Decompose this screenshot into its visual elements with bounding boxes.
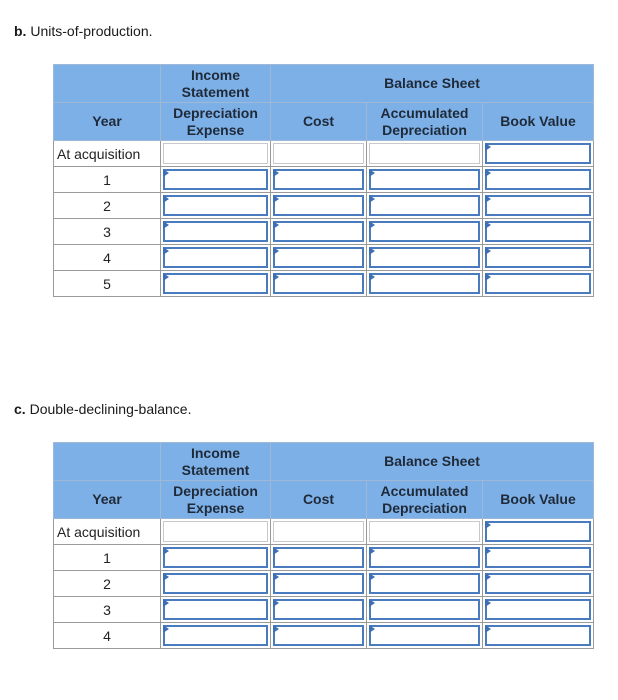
units-of-production-table xyxy=(53,64,594,297)
table-row xyxy=(54,167,594,193)
dropdown-arrow-icon xyxy=(163,599,169,607)
table-row xyxy=(54,141,594,167)
accumulated-depreciation-input[interactable] xyxy=(367,219,483,245)
dropdown-arrow-icon xyxy=(369,625,375,633)
section-c-title xyxy=(14,401,191,417)
accumulated-depreciation-input[interactable] xyxy=(367,545,483,571)
header-year: Year xyxy=(54,481,161,519)
year-cell: 4 xyxy=(54,245,161,271)
dropdown-arrow-icon xyxy=(273,547,279,555)
dropdown-arrow-icon xyxy=(163,573,169,581)
dropdown-arrow-icon xyxy=(485,625,491,633)
header-accumulated-depreciation: Accumulated Depreciation xyxy=(367,481,483,519)
depreciation-expense-input[interactable] xyxy=(161,271,271,297)
cost-input[interactable] xyxy=(271,519,367,545)
header-accumulated-depreciation: Accumulated Depreciation xyxy=(367,103,483,141)
year-cell: 3 xyxy=(54,597,161,623)
accumulated-depreciation-input[interactable] xyxy=(367,245,483,271)
dropdown-arrow-icon xyxy=(273,221,279,229)
dropdown-arrow-icon xyxy=(485,169,491,177)
year-cell: At acquisition xyxy=(54,141,161,167)
dropdown-arrow-icon xyxy=(485,599,491,607)
depreciation-expense-input[interactable] xyxy=(161,167,271,193)
book-value-input[interactable] xyxy=(483,597,594,623)
cost-input[interactable] xyxy=(271,571,367,597)
book-value-input[interactable] xyxy=(483,167,594,193)
dropdown-arrow-icon xyxy=(163,169,169,177)
depreciation-expense-input[interactable] xyxy=(161,193,271,219)
dropdown-arrow-icon xyxy=(485,143,491,151)
cost-input[interactable] xyxy=(271,167,367,193)
header-depreciation-expense: Depreciation Expense xyxy=(161,103,271,141)
header-book-value: Book Value xyxy=(483,103,594,141)
accumulated-depreciation-input[interactable] xyxy=(367,193,483,219)
dropdown-arrow-icon xyxy=(273,573,279,581)
dropdown-arrow-icon xyxy=(273,273,279,281)
year-cell: 1 xyxy=(54,167,161,193)
table-row xyxy=(54,193,594,219)
year-cell: 5 xyxy=(54,271,161,297)
depreciation-expense-input[interactable] xyxy=(161,245,271,271)
header-balance-sheet: Balance Sheet xyxy=(271,65,594,103)
double-declining-balance-table xyxy=(53,442,594,649)
dropdown-arrow-icon xyxy=(369,273,375,281)
book-value-input[interactable] xyxy=(483,571,594,597)
dropdown-arrow-icon xyxy=(485,547,491,555)
cost-input[interactable] xyxy=(271,141,367,167)
dropdown-arrow-icon xyxy=(369,247,375,255)
accumulated-depreciation-input[interactable] xyxy=(367,519,483,545)
book-value-input[interactable] xyxy=(483,193,594,219)
dropdown-arrow-icon xyxy=(273,247,279,255)
dropdown-arrow-icon xyxy=(485,573,491,581)
dropdown-arrow-icon xyxy=(369,573,375,581)
year-cell: 2 xyxy=(54,193,161,219)
accumulated-depreciation-input[interactable] xyxy=(367,141,483,167)
header-book-value: Book Value xyxy=(483,481,594,519)
dropdown-arrow-icon xyxy=(369,195,375,203)
cost-input[interactable] xyxy=(271,271,367,297)
accumulated-depreciation-input[interactable] xyxy=(367,571,483,597)
year-cell: 2 xyxy=(54,571,161,597)
table-row xyxy=(54,545,594,571)
depreciation-expense-input[interactable] xyxy=(161,519,271,545)
table-row xyxy=(54,271,594,297)
dropdown-arrow-icon xyxy=(369,547,375,555)
dropdown-arrow-icon xyxy=(163,547,169,555)
section-c-letter: c. xyxy=(14,401,26,417)
dropdown-arrow-icon xyxy=(369,169,375,177)
cost-input[interactable] xyxy=(271,193,367,219)
header-year: Year xyxy=(54,103,161,141)
year-cell: At acquisition xyxy=(54,519,161,545)
header-blank xyxy=(54,443,161,481)
depreciation-expense-input[interactable] xyxy=(161,597,271,623)
dropdown-arrow-icon xyxy=(273,625,279,633)
header-income-statement: Income Statement xyxy=(161,65,271,103)
dropdown-arrow-icon xyxy=(163,247,169,255)
cost-input[interactable] xyxy=(271,623,367,649)
dropdown-arrow-icon xyxy=(163,195,169,203)
dropdown-arrow-icon xyxy=(369,221,375,229)
dropdown-arrow-icon xyxy=(273,195,279,203)
accumulated-depreciation-input[interactable] xyxy=(367,271,483,297)
book-value-input[interactable] xyxy=(483,623,594,649)
table-row xyxy=(54,219,594,245)
dropdown-arrow-icon xyxy=(369,599,375,607)
header-cost: Cost xyxy=(271,103,367,141)
cost-input[interactable] xyxy=(271,245,367,271)
depreciation-expense-input[interactable] xyxy=(161,545,271,571)
cost-input[interactable] xyxy=(271,545,367,571)
dropdown-arrow-icon xyxy=(485,195,491,203)
cost-input[interactable] xyxy=(271,597,367,623)
dropdown-arrow-icon xyxy=(163,625,169,633)
cost-input[interactable] xyxy=(271,219,367,245)
book-value-input[interactable] xyxy=(483,141,594,167)
header-cost: Cost xyxy=(271,481,367,519)
section-b-text: Units-of-production. xyxy=(30,23,153,39)
book-value-input[interactable] xyxy=(483,545,594,571)
dropdown-arrow-icon xyxy=(163,221,169,229)
table-row xyxy=(54,597,594,623)
dropdown-arrow-icon xyxy=(485,273,491,281)
year-cell: 1 xyxy=(54,545,161,571)
table-row xyxy=(54,571,594,597)
dropdown-arrow-icon xyxy=(273,169,279,177)
year-cell: 4 xyxy=(54,623,161,649)
depreciation-expense-input[interactable] xyxy=(161,571,271,597)
header-income-statement: Income Statement xyxy=(161,443,271,481)
accumulated-depreciation-input[interactable] xyxy=(367,597,483,623)
dropdown-arrow-icon xyxy=(485,247,491,255)
book-value-input[interactable] xyxy=(483,219,594,245)
book-value-input[interactable] xyxy=(483,519,594,545)
dropdown-arrow-icon xyxy=(163,273,169,281)
header-balance-sheet: Balance Sheet xyxy=(271,443,594,481)
table-row xyxy=(54,623,594,649)
accumulated-depreciation-input[interactable] xyxy=(367,167,483,193)
accumulated-depreciation-input[interactable] xyxy=(367,623,483,649)
year-cell: 3 xyxy=(54,219,161,245)
table-row xyxy=(54,519,594,545)
header-blank xyxy=(54,65,161,103)
section-b-title xyxy=(14,23,153,39)
table-row xyxy=(54,245,594,271)
section-c-text: Double-declining-balance. xyxy=(29,401,192,417)
book-value-input[interactable] xyxy=(483,271,594,297)
dropdown-arrow-icon xyxy=(485,521,491,529)
dropdown-arrow-icon xyxy=(273,599,279,607)
dropdown-arrow-icon xyxy=(485,221,491,229)
section-b-letter: b. xyxy=(14,23,27,39)
book-value-input[interactable] xyxy=(483,245,594,271)
header-depreciation-expense: Depreciation Expense xyxy=(161,481,271,519)
depreciation-expense-input[interactable] xyxy=(161,141,271,167)
depreciation-expense-input[interactable] xyxy=(161,623,271,649)
depreciation-expense-input[interactable] xyxy=(161,219,271,245)
